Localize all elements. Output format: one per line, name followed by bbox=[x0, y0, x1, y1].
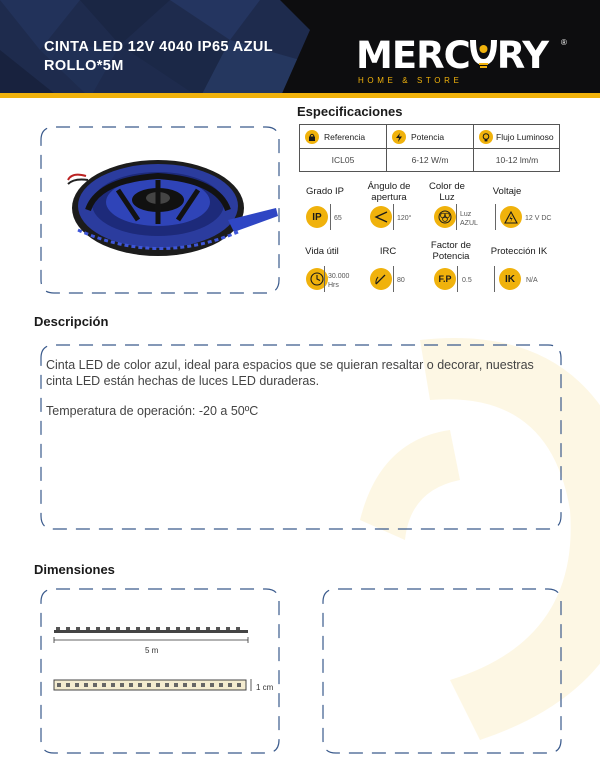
attr-divider bbox=[457, 266, 458, 292]
header-accent-bar bbox=[0, 93, 600, 98]
dimensions-heading: Dimensiones bbox=[34, 562, 115, 577]
page-header bbox=[0, 0, 600, 98]
attr-label-color: Color de Luz bbox=[429, 181, 465, 203]
attr-divider bbox=[495, 204, 496, 230]
attr-divider bbox=[330, 204, 331, 230]
attr-label-grado-ip: Grado IP bbox=[305, 186, 345, 197]
attr-value-grado-ip: 65 bbox=[334, 215, 342, 222]
led-strip-dimension-drawing bbox=[52, 624, 252, 694]
lock-icon bbox=[305, 130, 319, 144]
dimension-width-label: 1 cm bbox=[256, 683, 274, 692]
logo-text-end: RY bbox=[496, 34, 549, 77]
attr-label-voltaje: Voltaje bbox=[492, 186, 522, 197]
attr-value-vida-util: 30.000 Hrs bbox=[328, 273, 350, 289]
attr-label-vida-util: Vida útil bbox=[305, 246, 339, 257]
lightbulb-icon bbox=[479, 130, 493, 144]
attr-value-proteccion-ik: N/A bbox=[526, 277, 538, 284]
attr-value-factor-potencia: 0.5 bbox=[462, 277, 472, 284]
attr-label-irc: IRC bbox=[379, 246, 397, 257]
spec-value-potencia: 6-12 W/m bbox=[411, 155, 449, 165]
spec-header-label: Referencia bbox=[324, 132, 366, 142]
lightning-icon bbox=[392, 130, 406, 144]
power-factor-icon: F.P bbox=[434, 268, 456, 290]
logo-text-start: MERC bbox=[356, 34, 470, 77]
dimension-length-label: 5 m bbox=[145, 646, 159, 655]
attr-value-voltaje: 12 V DC bbox=[525, 215, 552, 222]
spec-header-potencia bbox=[387, 125, 473, 149]
empty-image-frame bbox=[322, 588, 562, 754]
description-heading: Descripción bbox=[34, 314, 109, 329]
specifications-heading: Especificaciones bbox=[297, 104, 403, 119]
spec-value-referencia: ICL05 bbox=[331, 155, 355, 165]
attr-label-factor-potencia: Factor de Potencia bbox=[430, 240, 472, 262]
attr-divider bbox=[456, 204, 457, 230]
attr-divider bbox=[393, 204, 394, 230]
attr-divider bbox=[494, 266, 495, 292]
attr-value-irc: 80 bbox=[397, 277, 405, 284]
operating-temperature: Temperatura de operación: -20 a 50ºC bbox=[46, 404, 259, 418]
ik-icon: IK bbox=[499, 268, 521, 290]
attr-label-proteccion-ik: Protección IK bbox=[490, 246, 548, 257]
attr-value-color: Luz AZUL bbox=[460, 211, 478, 227]
beam-angle-icon bbox=[370, 206, 392, 228]
led-strip-reel-image bbox=[58, 150, 282, 270]
product-title: CINTA LED 12V 4040 IP65 AZUL ROLLO*5M bbox=[44, 39, 273, 74]
lightbulb-logo-icon bbox=[470, 36, 497, 70]
specifications-table bbox=[299, 124, 560, 172]
spec-header-flujo bbox=[474, 125, 560, 149]
registered-mark: ® bbox=[561, 38, 567, 47]
attr-value-angulo: 120° bbox=[397, 215, 412, 222]
attr-label-angulo: Ángulo de apertura bbox=[367, 181, 411, 203]
attr-divider bbox=[393, 266, 394, 292]
attr-divider bbox=[324, 266, 325, 292]
gauge-icon bbox=[370, 268, 392, 290]
logo-subtitle: HOME & STORE bbox=[358, 76, 463, 85]
description-text: Cinta LED de color azul, ideal para espacios que se quieran resaltar o decorar, nuestras cinta LED están hechas de luces LED duraderas. bbox=[46, 358, 534, 388]
spec-header-referencia bbox=[300, 125, 386, 149]
spec-value-flujo: 10-12 lm/m bbox=[495, 155, 539, 165]
voltage-warning-icon bbox=[500, 206, 522, 228]
spec-header-label: Flujo Luminoso bbox=[496, 132, 554, 142]
ip-icon: IP bbox=[306, 206, 328, 228]
mercury-logo bbox=[356, 36, 548, 76]
spec-header-label: Potencia bbox=[411, 132, 445, 142]
color-wheel-icon bbox=[434, 206, 456, 228]
